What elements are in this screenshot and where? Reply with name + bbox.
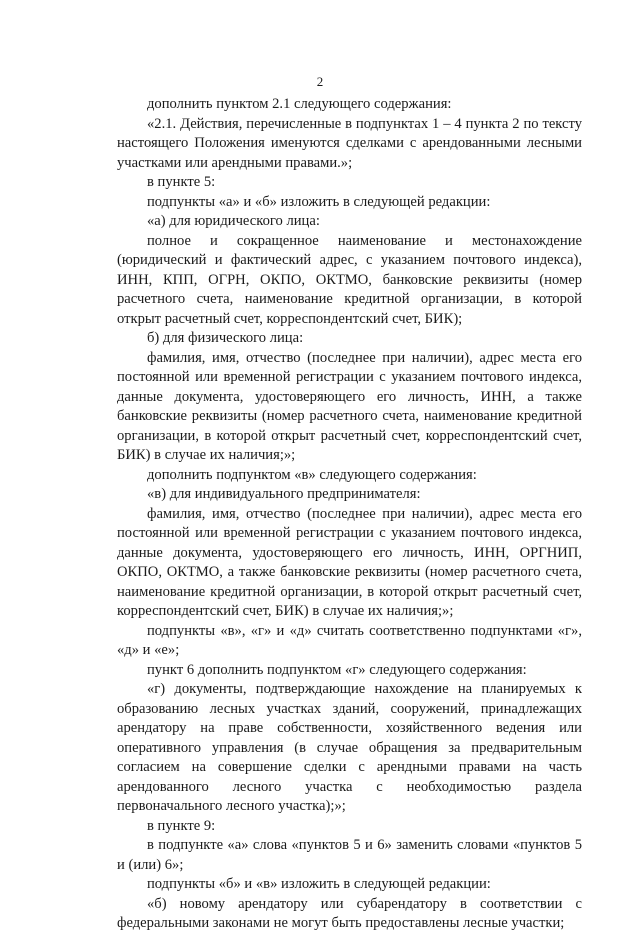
paragraph: «г) документы, подтверждающие нахождение на планируемых к образованию лесных участках зданий, сооружений, принадлежащих арендатору на праве собственности, хозяйственного ведения или оперативного управления (в случае обращения за предварительным согласием на совершение сделки с арендными правами на часть арендованного лесного участка с необходимостью раздела первоначального лесного участка);»; — [117, 681, 582, 814]
paragraph: «в) для индивидуального предпринимателя: — [147, 486, 421, 502]
paragraph: в подпункте «а» слова «пунктов 5 и 6» заменить словами «пунктов 5 и (или) 6»; — [117, 837, 582, 873]
paragraph: б) для физического лица: — [147, 330, 304, 346]
paragraph: «б) новому арендатору или субарендатору в соответствии с федеральными законами не могут быть предоставлены лесные участки; — [117, 895, 582, 931]
paragraph: пункт 6 дополнить подпунктом «г» следующего содержания: — [147, 661, 527, 678]
paragraph: подпункты «в», «г» и «д» считать соответственно подпунктами «г», «д» и «е»; — [117, 622, 582, 658]
paragraph: в пункте 5: — [147, 174, 216, 190]
paragraph: подпункты «б» и «в» изложить в следующей редакции: — [147, 876, 491, 892]
paragraph: фамилия, имя, отчество (последнее при наличии), адрес места его постоянной или временной регистрации с указанием почтового индекса, данные документа, удостоверяющего его личность, ИНН, ОРГНИП, ОКПО, ОКТМО, а также банковские реквизиты (номер расчетного счета, наименование кредитной организации, в которой открыт расчетный счет, корреспондентский счет, БИК) в случае их наличия;»; — [117, 505, 582, 619]
paragraph: дополнить подпунктом «в» следующего содержания: — [147, 466, 477, 483]
paragraph: в пункте 9: — [147, 817, 216, 834]
paragraph: полное и сокращенное наименование и местонахождение (юридический и фактический адрес, с указанием почтового индекса), ИНН, КПП, ОГРН, ОКПО, ОКТМО, банковские реквизиты (номер расчетного счета, наименование кредитной организации, в которой открыт расчетный счет, корреспондентский счет, БИК); — [117, 232, 582, 327]
page-number: 2 — [316, 74, 324, 89]
paragraph: «а) для юридического лица: — [147, 213, 320, 229]
paragraph: подпункты «а» и «б» изложить в следующей редакции: — [147, 193, 491, 210]
document-body — [117, 95, 582, 934]
paragraph: «2.1. Действия, перечисленные в подпунктах 1 – 4 пункта 2 по тексту настоящего Положения именуются сделками с арендованными лесными участками или арендными правами.»; — [117, 115, 582, 171]
paragraph: фамилия, имя, отчество (последнее при наличии), адрес места его постоянной или временной регистрации с указанием почтового индекса, данные документа, удостоверяющего его личность, ИНН, а также банковские реквизиты (номер расчетного счета, наименование кредитной организации, в которой открыт расчетный счет, корреспондентский счет, БИК) в случае их наличия;»; — [117, 349, 582, 463]
paragraph: дополнить пунктом 2.1 следующего содержания: — [147, 96, 452, 112]
